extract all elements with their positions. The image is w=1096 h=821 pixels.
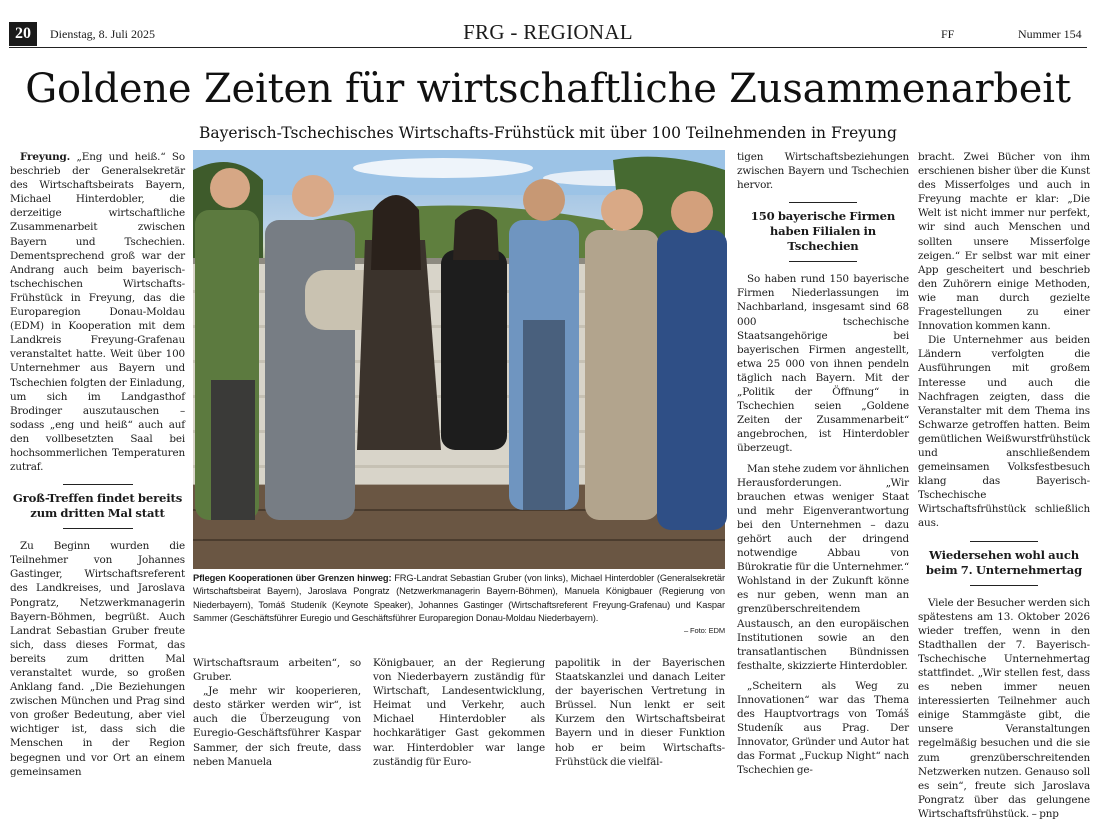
header-rule — [9, 47, 1087, 48]
paragraph: bracht. Zwei Bücher von ihm erschienen bisher über die Kunst des Misserfolges und auch in Freyung machte er klar: „Die Welt ist nicht immer nur perfekt, wir sind auch Menschen und sollten unsere Misserfolge zeigen.“ Er selbst war mit einer App gescheitert und beschrieb den Zuhörern einige Methoden, wie man durch gezielte Fragestellungen zu einer Innovation kommen kann. — [918, 151, 1090, 333]
article-column-3 — [373, 656, 545, 768]
intertitle: Groß-Treffen findet bereits zum dritten Mal statt — [10, 484, 185, 529]
person — [509, 179, 579, 510]
issue-date: Dienstag, 8. Juli 2025 — [50, 27, 155, 41]
article-column-4 — [737, 150, 909, 777]
person — [657, 191, 727, 530]
paragraph: „Eng und heiß.“ So beschrieb der Generalsekretär des Wirtschaftsbeirats Bayern, Michael Hinterdobler, die derzeitige wirtschaftliche Zusammenarbeit zwischen Bayern und Tschechien. Dementsprechend groß war der Andrang auch beim bayerisch-tschechischen Wirtschafts-Frühstück in Freyung, das die Europaregion Donau-Moldau (EDM) in Kooperation mit dem Landkreis Freyung-Grafenau veranstaltet hatte. Weit über 100 Unternehmer aus Bayern und Tschechien folgten der Einladung, um sich im Landgasthof Brodinger auszutauschen – sodass „eng und heiß“ auch auf den vollbesetzten Saal bei hochsommerlichen Temperaturen zutraf. — [10, 151, 185, 474]
group-photo — [193, 150, 725, 569]
paragraph: Man stehe zudem vor ähnlichen Herausforderungen. „Wir brauchen etwas weniger Staat und mehr Eigenverantwortung bei den Unternehmen – dazu gehört auch der dringend notwendige Abbau von Bürokratie für die Unternehmer.“ Wohlstand in der Zukunft könne es nur geben, wenn man an grenzüberschreitendem Austausch, an den europäischen Institutionen sowie an den transatlantischen Bündnissen festhalte, skizzierte Hinterdobler. — [737, 462, 909, 672]
subheadline: Bayerisch-Tschechisches Wirtschafts-Frühstück mit über 100 Teilnehmenden in Freyung — [199, 124, 897, 142]
paragraph: Wirtschaftsraum arbeiten“, so Gruber. — [193, 657, 361, 684]
headline: Goldene Zeiten für wirtschaftliche Zusammenarbeit — [25, 66, 1071, 112]
author-signoff: – pnp — [1031, 807, 1059, 820]
article-column-4a — [555, 656, 725, 768]
caption-lead: Pflegen Kooperationen über Grenzen hinweg: — [193, 573, 392, 583]
person — [195, 168, 259, 520]
article-column-1 — [10, 150, 185, 778]
edition-code: FF — [941, 27, 955, 41]
paragraph: So haben rund 150 bayerische Firmen Niederlassungen im Nachbarland, insgesamt sind 68 000 tschechische Staatsangehörige bei bayerischen Firmen angestellt, etwa 25 000 von ihnen pendeln täglich nach Bayern. Mit der „Politik der Öffnung“ in Tschechien seien „Goldene Zeiten der Zusammenarbeit“ angebrochen, ist Hinterdobler überzeugt. — [737, 273, 909, 455]
person — [585, 189, 659, 520]
photo-caption — [193, 572, 725, 635]
caption-text: FRG-Landrat Sebastian Gruber (von links), Michael Hinterdobler (Generalsekretär Wirtschaftsbeirat Bayern), Jaroslava Pongratz (Netzwerkmanagerin Bayern-Böhmen), Manuela Königbauer (Regierung von Niederbayern), Tomáš Studeník (Keynote Speaker), Johannes Gastinger (Wirtschaftsreferent Freyung-Grafenau) und Kaspar Sammer (Geschäftsführer Euregio und Geschäftsführer Europaregion Donau-Moldau Niederbayern). — [193, 573, 725, 624]
section-title: FRG - REGIONAL — [463, 20, 633, 44]
paragraph: Die Unternehmer aus beiden Ländern verfolgten die Ausführungen mit großem Interesse und auch die Nachfragen zeigten, dass die Veranstalter mit dem Thema ins Schwarze getroffen hatten. Beim gemütlichen Weißwurstfrühstück und anschließendem gemeinsamen Volksfestbesuch klang das Bayerisch-Tschechische Wirtschaftsfrühstück schließlich aus. — [918, 334, 1090, 530]
article-column-5 — [918, 150, 1090, 820]
page-number: 20 — [9, 22, 37, 46]
paragraph: tigen Wirtschaftsbeziehungen zwischen Bayern und Tschechien hervor. — [737, 151, 909, 192]
group-photo-illustration — [193, 150, 725, 569]
issue-number: Nummer 154 — [1018, 27, 1082, 41]
paragraph: Viele der Besucher werden sich spätestens am 13. Oktober 2026 wieder treffen, wenn in den Stadthallen der 7. Bayerisch-Tschechische Unternehmertag stattfindet. „Wir stellen fest, dass es neben immer neuen interessierten Teilnehmer auch einige Stammgäste gibt, die unsere Veranstaltungen regelmäßig besuchen und die sie zum grenzüberschreitenden Netzwerken nutzen. Genauso soll es sein“, freute sich Jaroslava Pongratz über das gelungene Wirtschaftsfrühstück. — [918, 596, 1090, 820]
dateline: Freyung. — [20, 151, 71, 163]
intertitle: Wiedersehen wohl auch beim 7. Unternehmertag — [918, 541, 1090, 586]
paragraph: „Scheitern als Weg zu Innovationen“ war das Thema des Hauptvortrags von Tomáš Studeník aus Prag. Der Innovator, Gründer und Autor hat das Format „Fuckup Night“ nach Tschechien ge- — [737, 679, 909, 777]
photo-credit: – Foto: EDM — [684, 626, 725, 635]
article-column-2 — [193, 656, 361, 768]
paragraph: „Je mehr wir kooperieren, desto stärker werden wir“, ist auch die Überzeugung von Euregio-Geschäftsführer Kaspar Sammer, der sich freute, dass neben Manuela — [193, 685, 361, 768]
paragraph: Zu Beginn wurden die Teilnehmer von Johannes Gastinger, Wirtschaftsreferent des Landkreises, und Jaroslava Pongratz, Netzwerkmanagerin Bayern-Böhmen, begrüßt. Auch Landrat Sebastian Gruber freute sich, dass dieses Format, das bereits zum dritten Mal veranstaltet wurde, so großen Anklang fand. „Die Beziehungen zwischen München und Prag sind von großer Bedeutung, aber viel wichtiger ist, dass sich die Menschen in der Region begegnen und vor Ort an einem gemeinsamen — [10, 540, 185, 778]
paragraph: Königbauer, an der Regierung von Niederbayern zuständig für Wirtschaft, Landesentwicklung, Heimat und Verkehr, auch Michael Hinterdobler als hochkarätiger Gast gekommen war. Hinterdobler war lange zuständig für Euro- — [373, 657, 545, 768]
paragraph: papolitik in der Bayerischen Staatskanzlei und danach Leiter der bayerischen Vertretung in Brüssel. Nun lenkt er seit Kurzem den Wirtschaftsbeirat Bayern und in dieser Funktion hob er beim Wirtschafts-Frühstück die vielfäl- — [555, 657, 725, 768]
intertitle: 150 bayerische Firmen haben Filialen in Tschechien — [737, 202, 909, 262]
